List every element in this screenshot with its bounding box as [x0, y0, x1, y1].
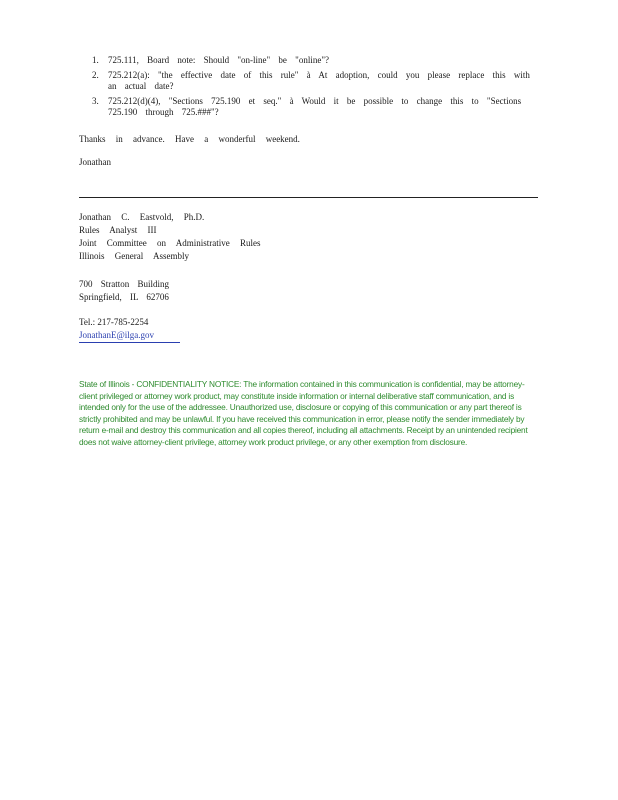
list-item-continuation: 725.190 through 725.###"?: [108, 107, 219, 117]
signature-divider: [79, 197, 538, 198]
list-number: 2.: [92, 70, 99, 80]
list-item: [92, 96, 532, 118]
address-street: 700 Stratton Building: [79, 279, 170, 289]
signature-name: Jonathan C. Eastvold, Ph.D.: [79, 212, 205, 222]
closing-remark: Thanks in advance. Have a wonderful weekend.: [79, 134, 300, 144]
list-number: 3.: [92, 96, 99, 106]
list-item-text: 725.212(a): "the effective date of this rule" à At adoption, could you please replace this with: [108, 70, 530, 80]
list-item-continuation: an actual date?: [108, 81, 174, 91]
signoff-name: Jonathan: [79, 157, 111, 167]
list-item: [92, 70, 532, 92]
list-number: 1.: [92, 55, 99, 65]
signature-title: Rules Analyst III: [79, 225, 157, 235]
address-city: Springfield, IL 62706: [79, 292, 169, 302]
signature-committee: Joint Committee on Administrative Rules: [79, 238, 261, 248]
email-link[interactable]: JonathanE@ilga.gov: [79, 329, 180, 343]
confidentiality-notice: State of Illinois - CONFIDENTIALITY NOTICE: The information contained in this communication is confidential, may be attorney-client privileged or attorney work product, may constitute inside information or internal deliberative staff communication, and is intended only for the use of the addressee. Unauthorized use, disclosure or copying of this communication or any part thereof is strictly prohibited and may be unlawful. If you have received this communication in error, please notify the sender immediately by return e-mail and destroy this communication and all copies thereof, including all attachments. Receipt by an unintended recipient does not waive attorney-client privilege, attorney work product privilege, or any other exemption from disclosure.: [79, 379, 528, 447]
signature-block: [79, 211, 261, 263]
signature-organization: Illinois General Assembly: [79, 251, 189, 261]
list-item-text: 725.212(d)(4), "Sections 725.190 et seq." à Would it be possible to change this to "Sections: [108, 96, 522, 106]
list-item-text: 725.111, Board note: Should "on-line" be "online"?: [108, 55, 330, 65]
contact-block: [79, 316, 180, 343]
telephone: Tel.: 217-785-2254: [79, 317, 149, 327]
address-block: [79, 278, 169, 304]
comment-list: [92, 55, 532, 122]
list-item: [92, 55, 532, 66]
